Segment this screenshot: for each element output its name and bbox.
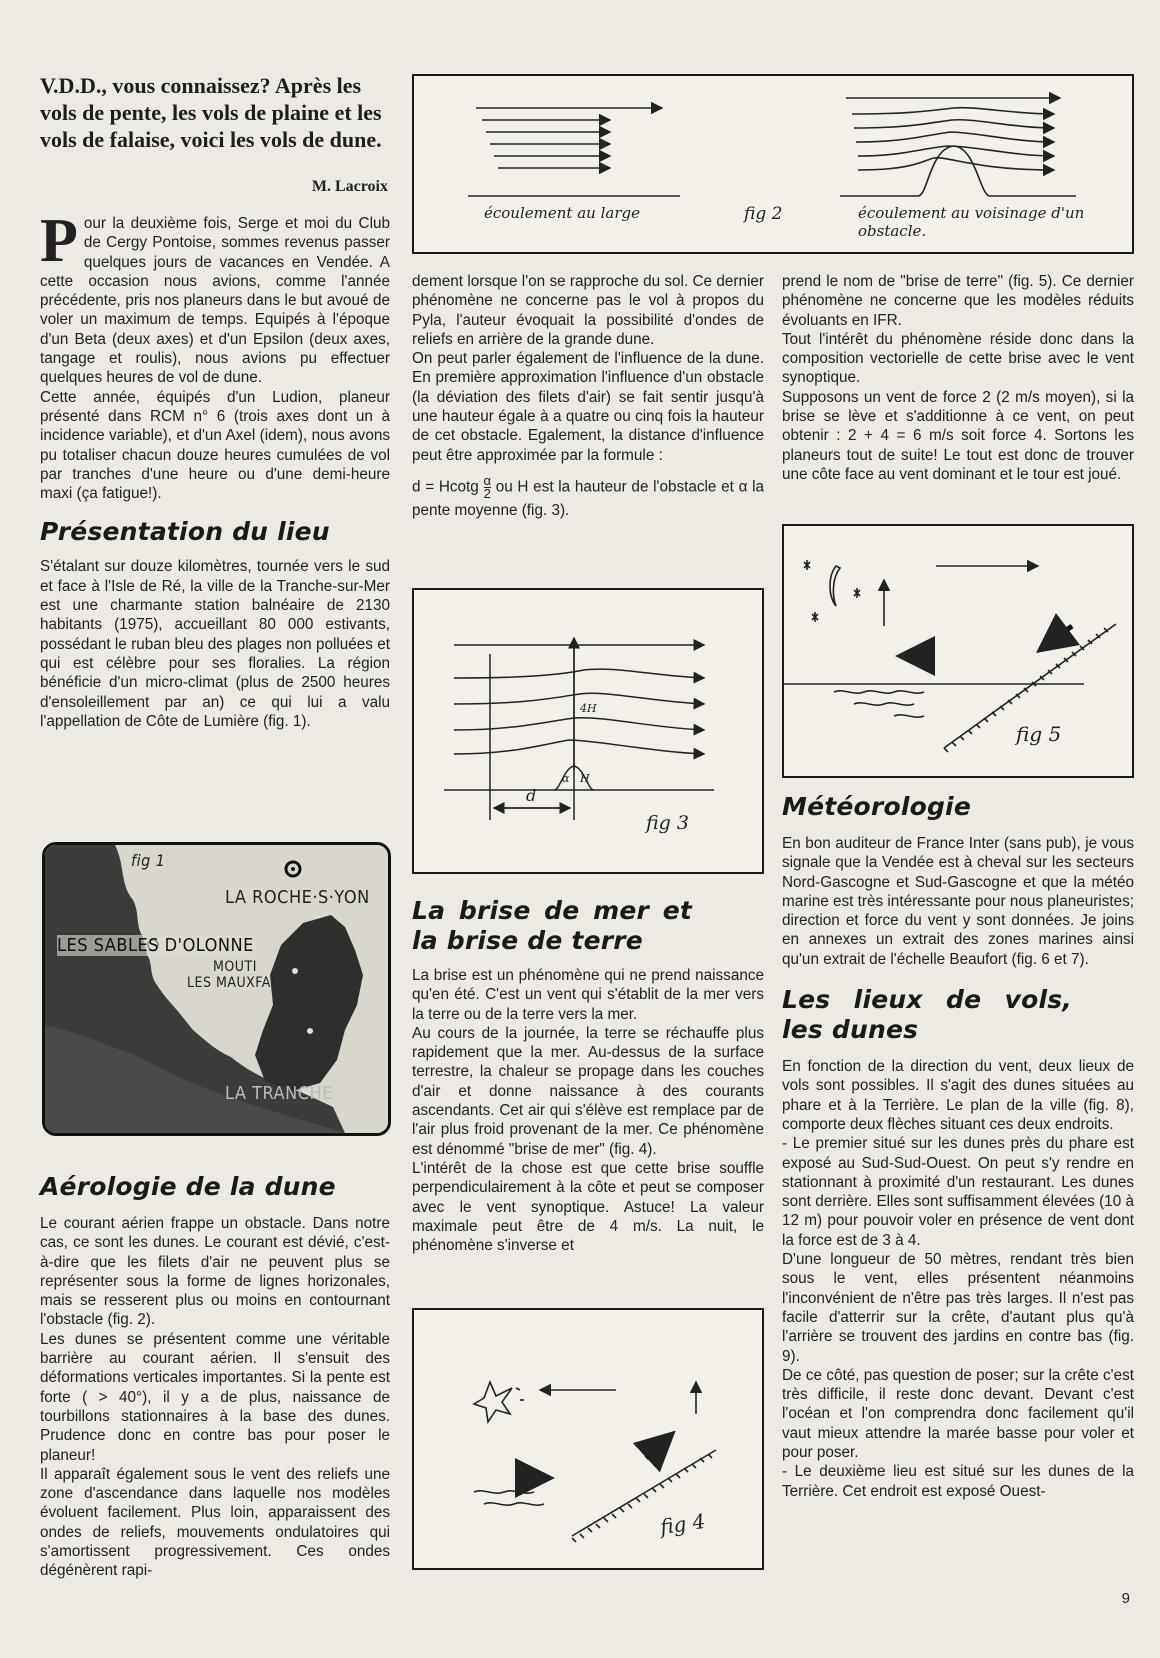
- fig-3-alpha-label: α: [562, 772, 570, 785]
- fig-1-label: fig 1: [131, 851, 166, 870]
- fraction-denominator: 2: [483, 485, 491, 501]
- column-1: [40, 207, 390, 731]
- map-figure: [42, 842, 391, 1136]
- page-number: 9: [1121, 1590, 1130, 1607]
- paragraph-text: our la deuxième fois, Serge et moi du Club de Cergy Pontoise, sommes revenus passer quelques jours de vacances en Vendée. A cette occasion nous avions, comme l'année précédente, pris nos planeurs dans le but avoué de voler un maximum de temps. Equipés à l'époque d'un Beta (deux axes) et d'un Epsilon (deux axes, tangage et roulis), nous avions pu effectuer quelques heures de vol de dune.: [40, 215, 390, 387]
- fig-5-label: fig 5: [1016, 722, 1062, 746]
- column-2-lower: [412, 896, 764, 1255]
- column-3-lower: [782, 792, 1134, 1501]
- column-3: [782, 272, 1134, 484]
- paragraph: S'étalant sur douze kilomètres, tournée vers le sud et face à l'Isle de Ré, la ville de la Tranche-sur-Mer est une charmante station balnéaire de 2130 habitants (1975), accueillant 80 000 estivants, possédant le ruban bleu des plages non polluées et qui est célèbre pour ses floralies. La région bénéficie d'un micro-climat (plus de 2500 heures d'ensoleillement par an) ce qui lui a valu l'appellation de Côte de Lumière (fig. 1).: [40, 558, 390, 730]
- paragraph: On peut parler également de l'influence de la dune. En première approximation l'influence d'un obstacle (la déviation des filets d'air) se fait sentir jusqu'à une hauteur égale à a quatre ou cinq fois la hauteur de cet obstacle. Egalement, la distance d'influence peut être approximée par la formule :: [412, 350, 764, 464]
- fig-3-distance-label: d: [526, 786, 537, 805]
- figure-2: [412, 74, 1134, 254]
- fig-3-label: fig 3: [646, 812, 689, 834]
- drop-cap: P: [40, 207, 78, 275]
- fig-4-label: fig 4: [658, 1508, 707, 1540]
- formula-text: ou H est la hauteur de l'obstacle et α la pente moyenne (fig. 3).: [412, 478, 765, 519]
- fig-2-caption-left: écoulement au large: [484, 204, 640, 222]
- section-heading-brise: La brise de mer et la brise de terre: [412, 896, 692, 955]
- place-label: LA ROCHE·S·YON: [225, 887, 370, 908]
- paragraph: La brise est un phénomène qui ne prend naissance qu'en été. C'est un vent qui s'établit de la mer vers la terre ou de la terre vers la mer.: [412, 967, 764, 1023]
- paragraph: De ce côté, pas question de poser; sur la crête c'est très difficile, il reste donc devant. Devant c'est l'océan et l'on comprendra donc facilement qu'il vaut mieux attendre la marée basse pour voler et pour poser.: [782, 1366, 1134, 1462]
- paragraph: - Le deuxième lieu est situé sur les dunes de la Terrière. Cet endroit est exposé Ouest-: [782, 1463, 1134, 1500]
- place-label: LA TRANCHE: [225, 1083, 333, 1104]
- fig-3-height-label: 4H: [580, 702, 597, 715]
- place-label: LES MAUXFAI: [187, 975, 276, 991]
- figure-5: [782, 524, 1134, 778]
- column-1-lower: [40, 1172, 390, 1581]
- place-label: LES SABLES D'OLONNE: [57, 935, 254, 956]
- place-label: MOUTI: [213, 959, 257, 975]
- fig-3-diagram: [414, 590, 762, 872]
- formula-text: d = Hcotg: [412, 478, 479, 496]
- paragraph: Supposons un vent de force 2 (2 m/s moyen), si la brise se lève et s'additionne à ce vent, on peut obtenir : 2 + 4 = 6 m/s soit force 4. Sortons les planeurs tout de suite! Le tout est donc de trouver une côte face au vent dominant et le tour est joué.: [782, 388, 1134, 483]
- paragraph: [40, 207, 390, 388]
- paragraph: L'intérêt de la chose est que cette brise souffle perpendiculairement à la côte et peut se composer avec le vent synoptique. Astuce! La valeur maximale peut être de 4 m/s. La nuit, le phénomène s'inverse et: [412, 1159, 764, 1255]
- formula: [412, 472, 765, 522]
- paragraph: Il apparaît également sous le vent des reliefs une zone d'ascendance dans laquelle nos modèles évoluent facilement. Plus loin, apparaissent des ondes de reliefs, mouvements ondulatoires qui s'amortissent progressivement. Ces ondes dégénèrent rapi-: [40, 1465, 390, 1580]
- column-2: [412, 272, 764, 522]
- paragraph: dement lorsque l'on se rapproche du sol. Ce dernier phénomène ne concerne pas le vol à propos du Pyla, l'auteur évoquait la possibilité d'ondes de reliefs en arrière de la grande dune.: [412, 273, 764, 348]
- paragraph: prend le nom de "brise de terre" (fig. 5). Ce dernier phénomène ne concerne que les modèles réduits évoluants en IFR.: [782, 273, 1134, 329]
- fig-2-caption-right: écoulement au voisinage d'un obstacle.: [858, 204, 1085, 240]
- formula-fraction: [483, 472, 492, 501]
- paragraph: Au cours de la journée, la terre se réchauffe plus rapidement que la mer. Au-dessus de la surface terrestre, la chaleur se propage dans les couches d'air et donne naissance à des courants ascendants. Cet air qui s'élève est remplace par de l'air plus froid provenant de la mer. Ce phénomène est dénommé "brise de mer" (fig. 4).: [412, 1024, 764, 1158]
- section-heading-meteo: Météorologie: [782, 792, 971, 821]
- section-heading-aerologie: Aérologie de la dune: [40, 1172, 336, 1201]
- paragraph: En fonction de la direction du vent, deux lieux de vols sont possibles. Il s'agit des dunes situées au phare et à la Terrière. Le plan de la ville (fig. 8), comporte deux flèches situant ces deux endroits.: [782, 1058, 1134, 1133]
- fig-5-diagram: [784, 526, 1132, 776]
- fig-3-h-label: H: [580, 772, 590, 785]
- fig-2-label: fig 2: [744, 204, 783, 224]
- paragraph: Les dunes se présentent comme une véritable barrière au courant aérien. Il s'ensuit des déformations verticales importantes. Si la pente est forte ( > 40°), il y a de plus, naissance de tourbillons stationnaires à la base des dunes. Prudence donc en contre bas pour poser le planeur!: [40, 1330, 390, 1464]
- section-heading-lieux: Les lieux de vols, les dunes: [782, 985, 1072, 1045]
- paragraph: - Le premier situé sur les dunes près du phare est exposé au Sud-Sud-Ouest. On peut s'y rendre en stationnant à proximité d'un restaurant. Les dunes sont derrière. Elles sont suffisamment élevées (10 à 12 m) pour pouvoir voler en présence de vent dont la force est de 3 à 4.: [782, 1135, 1134, 1249]
- article-headline: V.D.D., vous connaissez? Après les vols de pente, les vols de plaine et les vols de falaise, voici les vols de dune.: [40, 73, 382, 152]
- paragraph: Tout l'intérêt du phénomène réside donc dans la composition vectorielle de cette brise avec le vent synoptique.: [782, 330, 1134, 387]
- figure-3: [412, 588, 764, 874]
- section-heading-presentation: Présentation du lieu: [40, 517, 330, 547]
- article-author: M. Lacroix: [311, 178, 388, 195]
- paragraph: Cette année, équipés d'un Ludion, planeur présenté dans RCM n° 6 (trois axes dont un à incidence variable), et d'un Axel (idem), nous avons pu totaliser chacun douze heures cumulées de vol par tranches d'une heure ou d'une demi-heure maxi (ça fatigue!).: [40, 388, 390, 503]
- paragraph: D'une longueur de 50 mètres, rendant très bien sous le vent, elles présentent néanmoins l'inconvénient de n'être pas très larges. Il n'est pas facile d'atterrir sur la crête, d'autant plus qu'à l'arrière se trouvent des jardins en contre bas (fig. 9).: [782, 1251, 1134, 1365]
- fig-4-diagram: [414, 1310, 762, 1568]
- fraction-numerator: α: [483, 472, 492, 488]
- paragraph: Le courant aérien frappe un obstacle. Dans notre cas, ce sont les dunes. Le courant est dévié, c'est-à-dire que les filets d'air ne peuvent plus se représenter sous la forme de lignes horizonales, mais se resserent plus ou moins en contournant l'obstacle (fig. 2).: [40, 1215, 390, 1329]
- figure-4: [412, 1308, 764, 1570]
- paragraph: En bon auditeur de France Inter (sans pub), je vous signale que la Vendée est à cheval sur les secteurs Nord-Gascogne et Sud-Gascogne et que la météo marine est très intéressante pour nous planeuristes; direction et force du vent y sont données. Je joins en annexes un extrait des zones marines ainsi qu'un extrait de l'échelle Beaufort (fig. 6 et 7).: [782, 835, 1135, 968]
